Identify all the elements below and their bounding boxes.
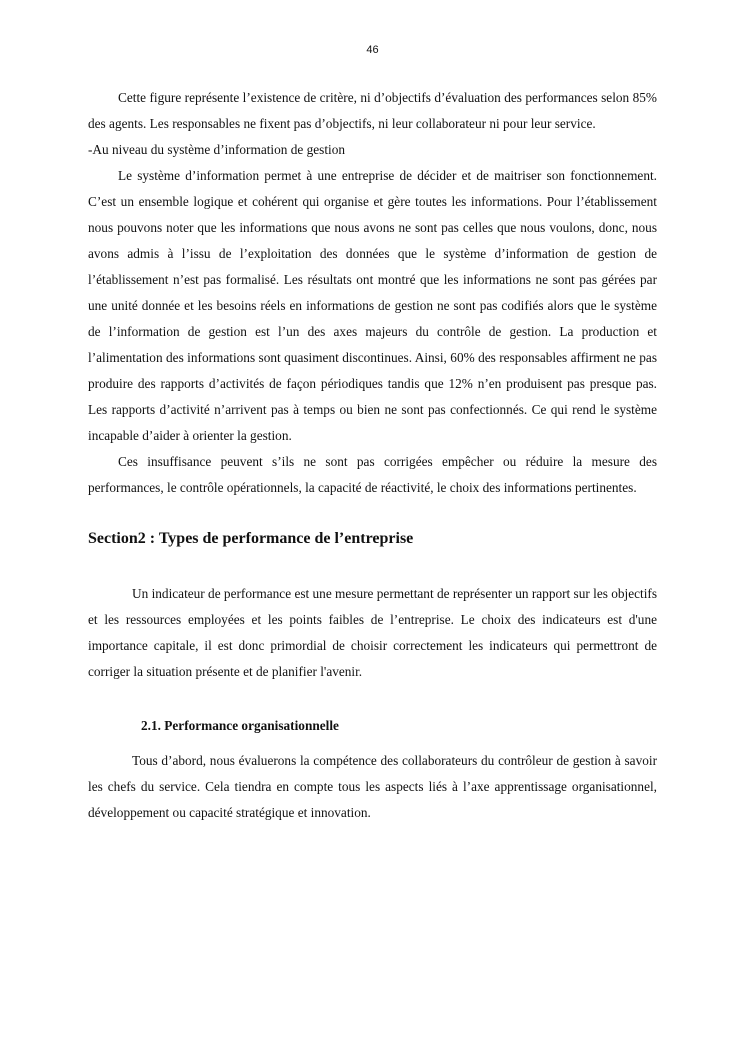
page-number: 46 (366, 44, 379, 56)
paragraph-evaluation-criteria: Cette figure représente l’existence de critère, ni d’objectifs d’évaluation des performances selon 85% des agents. Les responsables ne fixent pas d’objectifs, ni leur collaborateur ni pour leur service. (88, 90, 657, 131)
document-body (88, 85, 657, 826)
subsection-heading: 2.1. Performance organisationnelle (141, 718, 339, 733)
paragraph-organisational-performance: Tous d’abord, nous évaluerons la compétence des collaborateurs du contrôleur de gestion à savoir les chefs du service. Cela tiendra en compte tous les aspects liés à l’axe apprentissage organisationnel, développement ou capacité stratégique et innovation. (88, 753, 657, 820)
paragraph-sig-heading: -Au niveau du système d’information de gestion (88, 142, 346, 157)
section-heading: Section2 : Types de performance de l’entreprise (88, 530, 414, 547)
paragraph-insufficiencies: Ces insuffisance peuvent s’ils ne sont pas corrigées empêcher ou réduire la mesure des performances, le contrôle opérationnels, la capacité de réactivité, le choix des informations pertinentes. (88, 454, 657, 495)
paragraph-performance-indicator: Un indicateur de performance est une mesure permettant de représenter un rapport sur les objectifs et les ressources employées et les points faibles de l’entreprise. Le choix des indicateurs est d'une importance capitale, il est donc primordial de choisir correctement les indicateurs qui permettront de corriger la situation présente et de planifier l'avenir. (88, 586, 658, 679)
paragraph-information-system: Le système d’information permet à une entreprise de décider et de maitriser son fonctionnement. C’est un ensemble logique et cohérent qui organise et gère toutes les informations. Pour l’établissement nous pouvons noter que les informations que nous avons ne sont pas celles que nous voulons, donc, nous avons admis à l’issu de l’exploitation des données que le système d’information de gestion de l’établissement n’est pas formalisé. Les résultats ont montré que les informations ne sont pas gérées par une unité donnée et les besoins réels en informations de gestion ne sont pas codifiés alors que le système de l’information de gestion est l’un des axes majeurs du contrôle de gestion. La production et l’alimentation des informations sont quasiment discontinues. Ainsi, 60% des responsables affirment ne pas produire des rapports d’activités de façon périodiques tandis que 12% n’en produisent pas presque pas. Les rapports d’activité n’arrivent pas à temps ou bien ne sont pas confectionnés. Ce qui rend le système incapable d’aider à orienter la gestion. (88, 168, 657, 443)
